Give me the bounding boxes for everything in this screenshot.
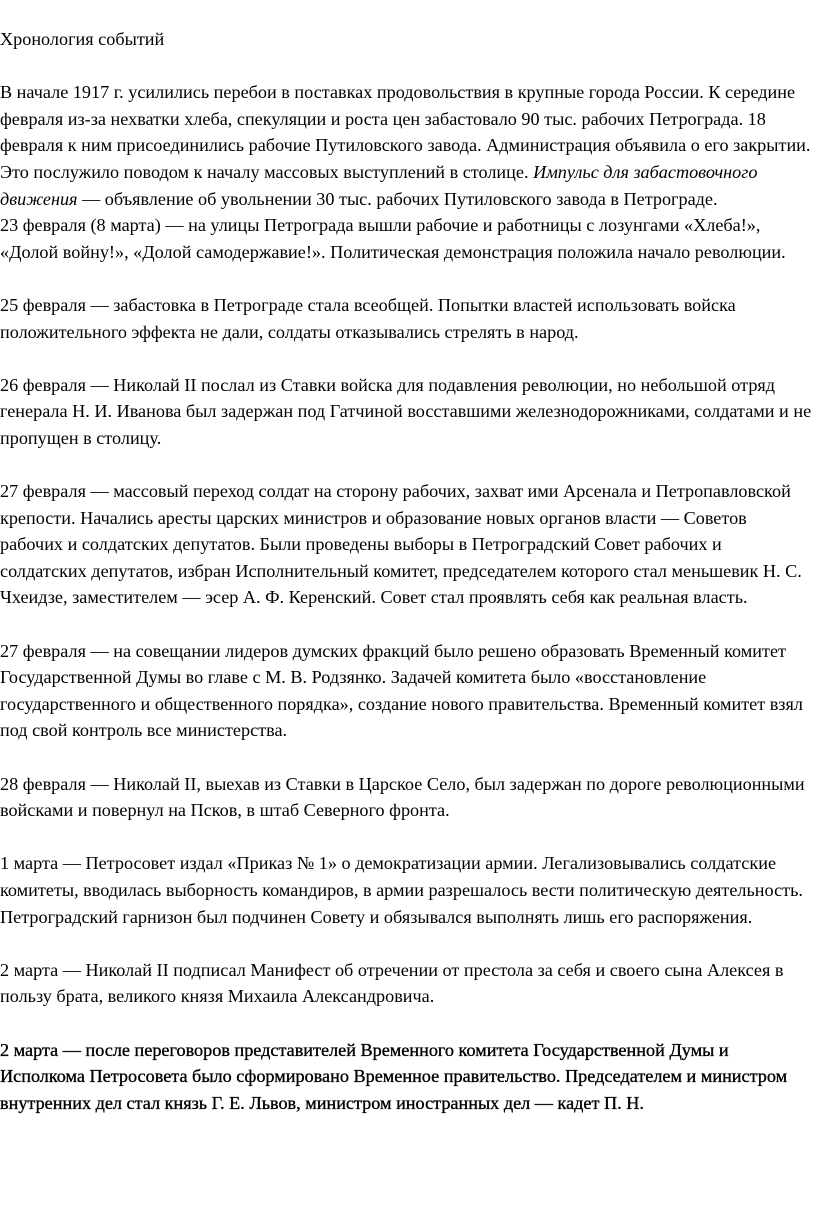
- document-title: Хронология событий: [0, 29, 165, 49]
- intro-text: В начале 1917 г. усилились перебои в поставках продовольствия в крупные города России. К середине февраля из-за нехватки хлеба, спекуляции и роста цен забастовало 90 тыс. рабочих Петрограда. 18 февраля к ним присоединились рабочие Путиловского завода. Администрация объявила о его закрытии. Это послужило поводом к началу массовых выступлений в столице.: [0, 82, 811, 182]
- intro-italic-phrase: Импульс для забастовочного движения: [0, 161, 758, 209]
- event-paragraph: 26 февраля — Николай II послал из Ставки войска для подавления революции, но небольшой отряд генерала Н. И. Иванова был задержан под Гатчиной восставшими железнодорожниками, солдатами и не пропущен в столицу.: [0, 374, 812, 448]
- event-paragraph: 28 февраля — Николай II, выехав из Ставки в Царское Село, был задержан по дороге революционными войсками и повернул на Псков, в штаб Северного фронта.: [0, 773, 805, 821]
- event-paragraph: 27 февраля — на совещании лидеров думских фракций было решено образовать Временный комитет Государственной Думы во главе с М. В. Родзянко. Задачей комитета было «восстановление государственного и общественного порядка», создание нового правительства. Временный комитет взял под свой контроль все министерства.: [0, 640, 803, 741]
- event-paragraph: 1 марта — Петросовет издал «Приказ № 1» о демократизации армии. Легализовывались солдатские комитеты, вводилась выборность командиров, в армии разрешалось вести политическую деятельность. Петроградский гарнизон был подчинен Совету и обязывался выполнять лишь его распоряжения.: [0, 853, 803, 927]
- event-paragraph: 27 февраля — массовый переход солдат на сторону рабочих, захват ими Арсенала и Петропавловской крепости. Начались аресты царских министров и образование новых органов власти — Советов рабочих и солдатских депутатов. Были проведены выборы в Петроградский Совет рабочих и солдатских депутатов, избран Исполнительный комитет, председателем которого стал меньшевик Н. С. Чхеидзе, заместителем — эсер А. Ф. Керенский. Совет стал проявлять себя как реальная власть.: [0, 481, 802, 608]
- intro-text-end: — объявление об увольнении 30 тыс. рабочих Путиловского завода в Петрограде.: [77, 188, 718, 209]
- event-paragraph: 25 февраля — забастовка в Петрограде стала всеобщей. Попытки властей использовать войска положительного эффекта не дали, солдаты отказывались стрелять в народ.: [0, 294, 736, 342]
- event-paragraph: 2 марта — после переговоров представителей Временного комитета Государственной Думы и Исполкома Петросовета было сформировано Временное правительство. Председателем и министром внутренних дел стал князь Г. Е. Львов, министром иностранных дел — кадет П. Н.: [0, 1039, 788, 1113]
- intro-paragraph: [0, 79, 812, 212]
- document-body: [0, 26, 812, 1116]
- event-paragraph: 23 февраля (8 марта) — на улицы Петрограда вышли рабочие и работницы с лозунгами «Хлеба!», «Долой войну!», «Долой самодержавие!». Политическая демонстрация положила начало революции.: [0, 215, 786, 262]
- event-paragraph: 2 марта — Николай II подписал Манифест об отречении от престола за себя и своего сына Алексея в пользу брата, великого князя Михаила Александровича.: [0, 959, 784, 1007]
